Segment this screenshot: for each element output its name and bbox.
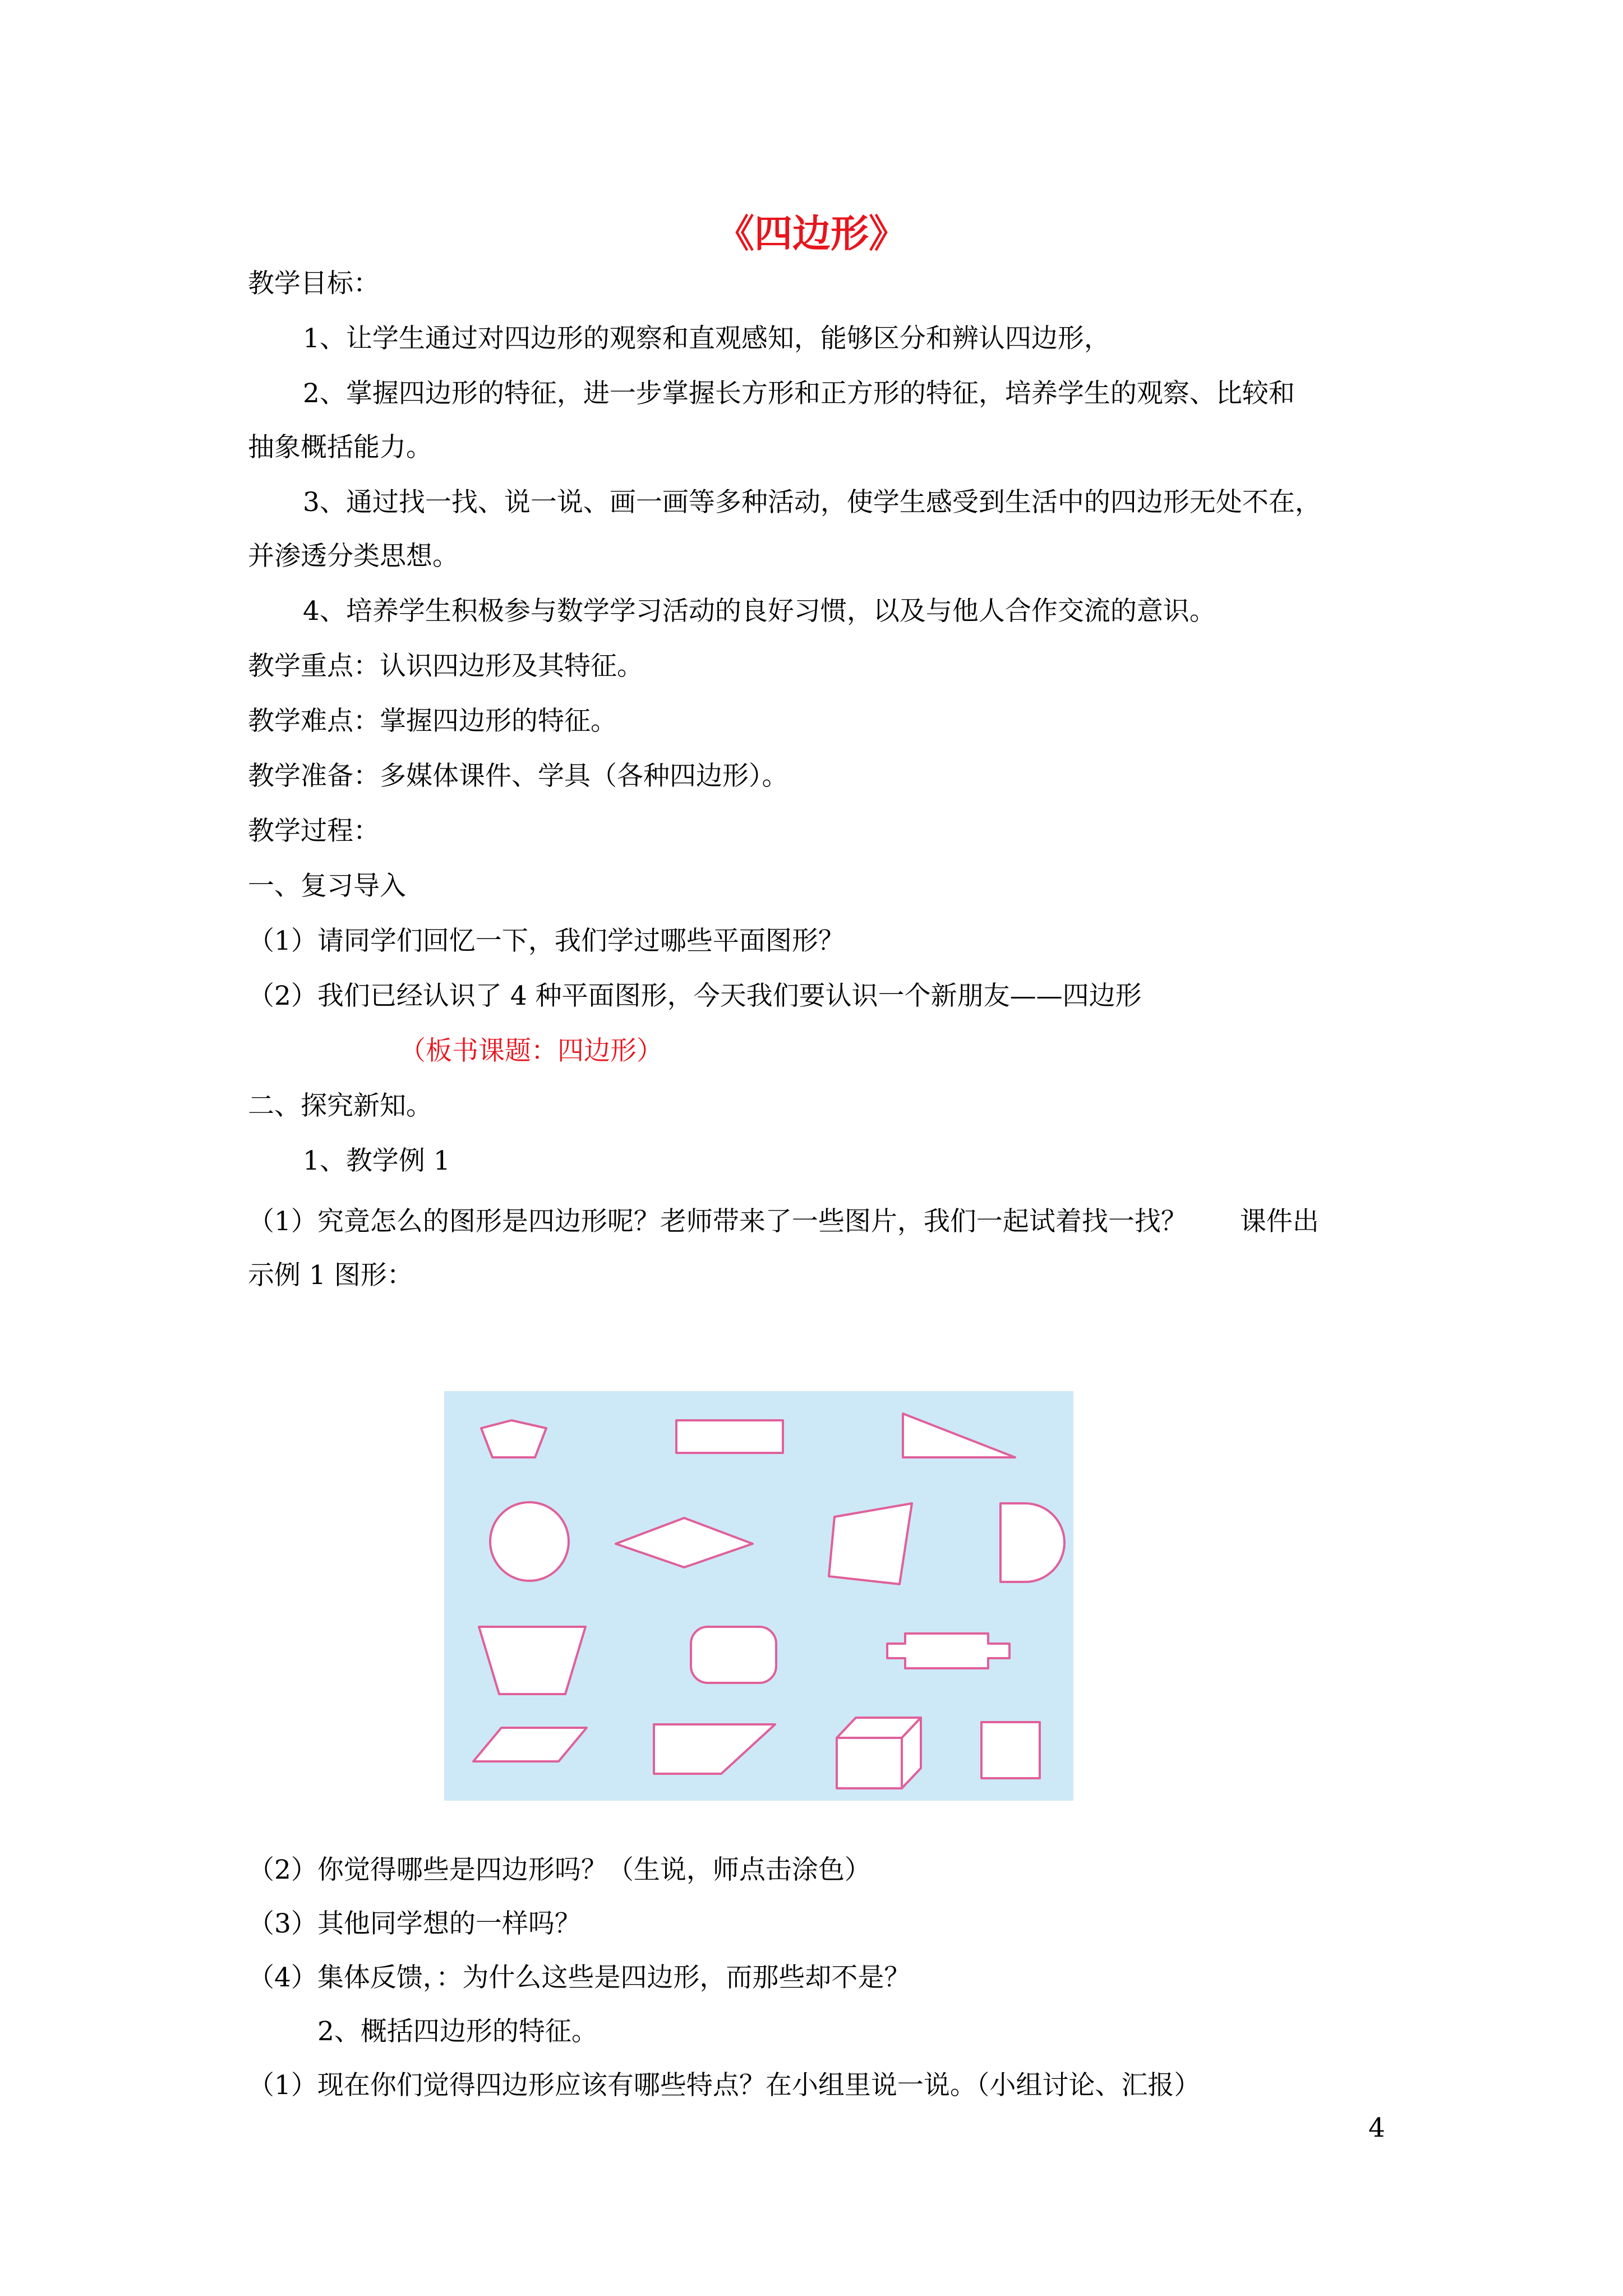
- rounded-rectangle-shape: [691, 1627, 776, 1683]
- difficulty: 教学难点：掌握四边形的特征。: [248, 706, 617, 737]
- objective-3: 3、通过找一找、说一说、画一画等多种活动，使学生感受到生活中的四边形无处不在，: [303, 487, 1321, 518]
- process-heading: 教学过程：: [248, 816, 380, 846]
- cube-shape: [837, 1718, 921, 1788]
- section-2-question-1: （1）究竟怎么的图形是四边形呢？老师带来了一些图片，我们一起试着找一找？ 课件出: [248, 1206, 1319, 1237]
- objective-4: 4、培养学生积极参与数学学习活动的良好习惯，以及与他人合作交流的意识。: [303, 596, 1216, 627]
- page-number: 4: [1368, 2113, 1385, 2143]
- features-heading: 2、概括四边形的特征。: [317, 2016, 598, 2047]
- objective-2-continued: 抽象概括能力。: [248, 432, 432, 463]
- example-1-shapes-figure: [444, 1391, 1073, 1801]
- section-1-question-2: （2）我们已经认识了 4 种平面图形，今天我们要认识一个新朋友——四边形: [248, 981, 1142, 1011]
- rectangle-shape: [676, 1420, 783, 1453]
- irregular-quadrilateral-shape: [829, 1503, 912, 1584]
- section-1-question-1: （1）请同学们回忆一下，我们学过哪些平面图形？: [248, 926, 845, 956]
- objectives-heading: 教学目标：: [248, 268, 380, 299]
- example-1-heading: 1、教学例 1: [303, 1145, 450, 1176]
- objective-2: 2、掌握四边形的特征，进一步掌握长方形和正方形的特征，培养学生的观察、比较和: [303, 378, 1295, 409]
- square-shape: [981, 1722, 1040, 1778]
- section-1-heading: 一、复习导入: [248, 871, 406, 901]
- preparation: 教学准备：多媒体课件、学具（各种四边形）。: [248, 761, 789, 792]
- objective-3-continued: 并渗透分类思想。: [248, 541, 459, 572]
- circle-shape: [490, 1502, 569, 1581]
- board-note: （板书课题：四边形）: [399, 1036, 663, 1066]
- key-point: 教学重点：认识四边形及其特征。: [248, 651, 643, 682]
- section-2-question-1-continued: 示例 1 图形：: [248, 1260, 413, 1291]
- pentagon-shape: [481, 1420, 546, 1457]
- document-title: 《四边形》: [716, 211, 907, 256]
- section-2-heading: 二、探究新知。: [248, 1091, 432, 1121]
- section-2-question-3: （3）其他同学想的一样吗？: [248, 1908, 581, 1939]
- section-2-question-2: （2）你觉得哪些是四边形吗？（生说，师点击涂色）: [248, 1855, 871, 1885]
- objective-1: 1、让学生通过对四边形的观察和直观感知，能够区分和辨认四边形，: [303, 323, 1110, 354]
- section-2-question-4: （4）集体反馈，：为什么这些是四边形，而那些却不是？: [248, 1962, 911, 1993]
- features-question-1: （1）现在你们觉得四边形应该有哪些特点？在小组里说一说。（小组讨论、汇报）: [248, 2070, 1201, 2101]
